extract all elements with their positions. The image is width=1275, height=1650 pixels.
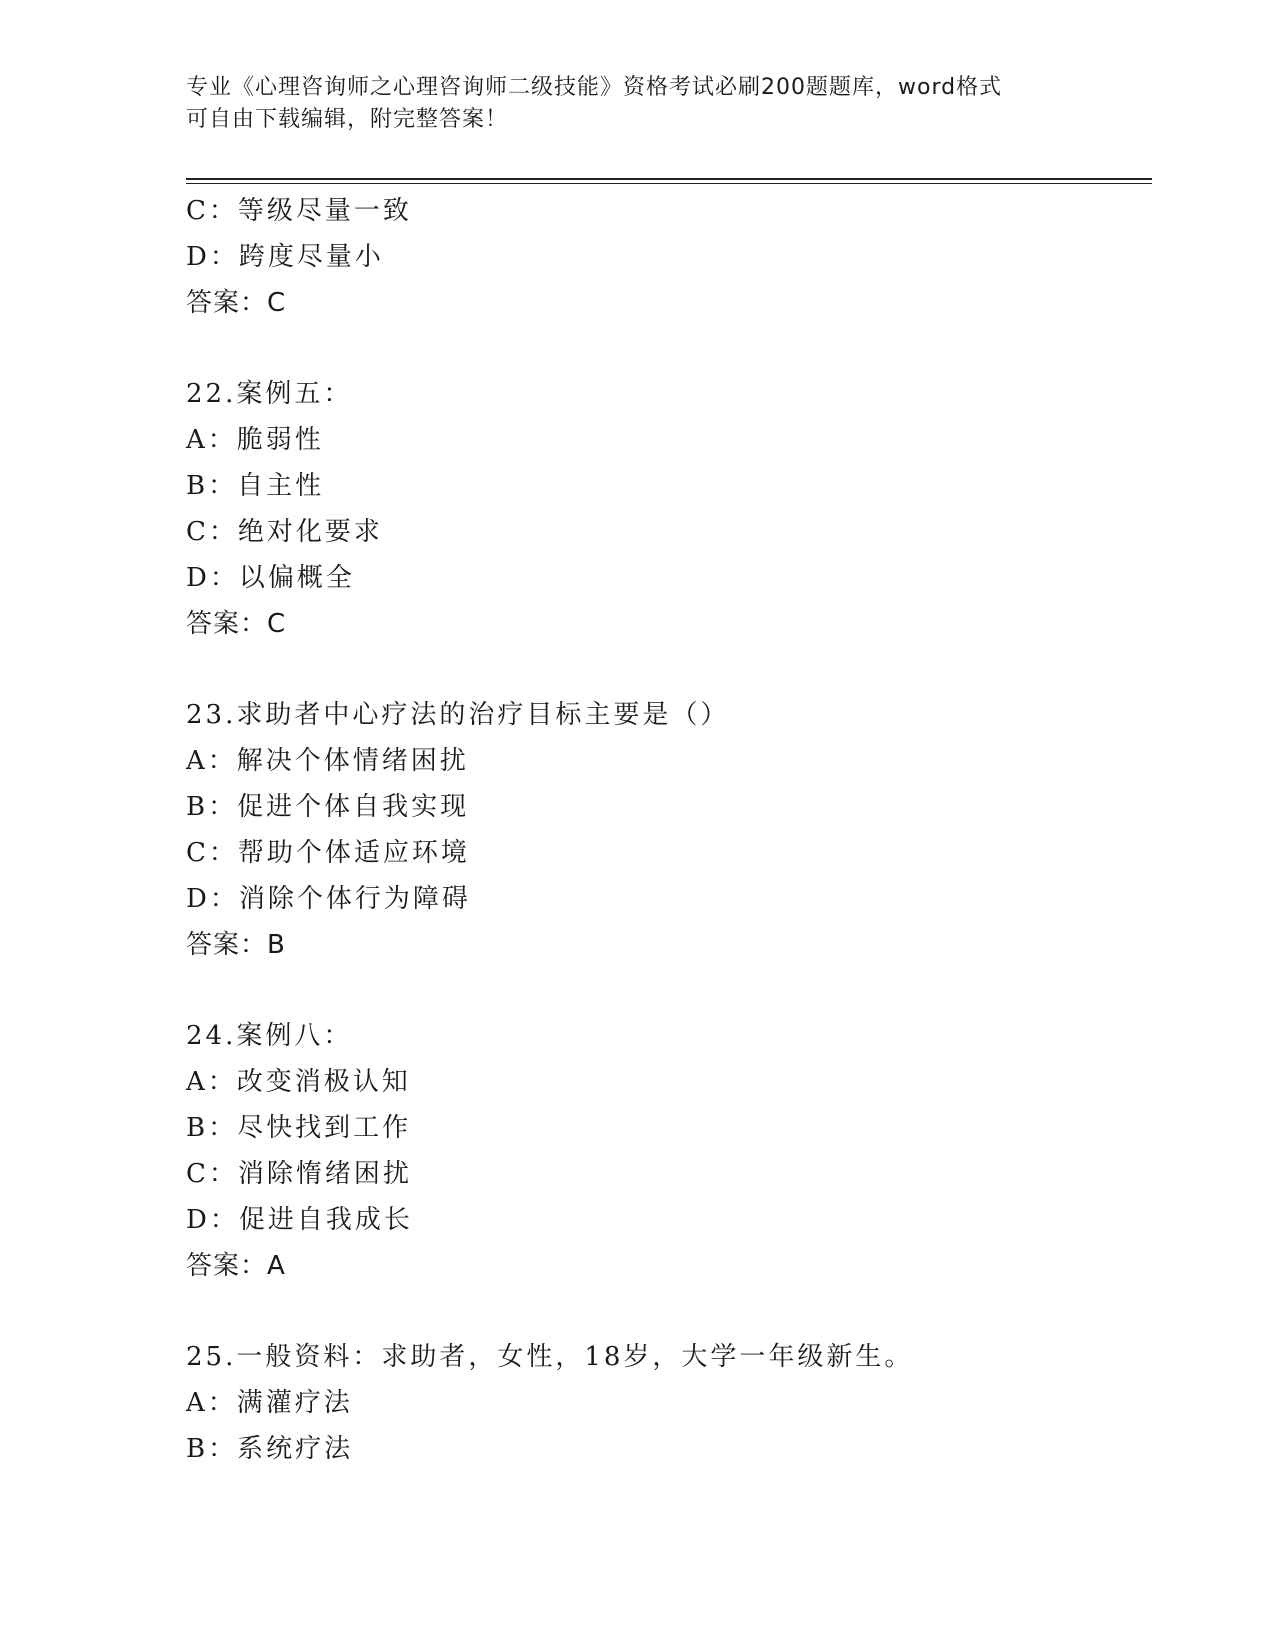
option-a: A：满灌疗法 [186, 1388, 353, 1418]
header-title-line-2: 可自由下载编辑，附完整答案！ [186, 107, 509, 132]
option-b: B：系统疗法 [186, 1434, 354, 1464]
answer-line: 答案：A [186, 1251, 286, 1281]
header-divider-thick [186, 178, 1152, 180]
question-stem: 23.求助者中心疗法的治疗目标主要是（） [186, 700, 730, 730]
question-21-continuation [186, 188, 1152, 326]
question-25 [186, 1334, 1152, 1472]
option-c: C：消除惰绪困扰 [186, 1159, 412, 1189]
question-stem: 25.一般资料：求助者，女性，18岁，大学一年级新生。 [186, 1342, 914, 1372]
option-b: B：尽快找到工作 [186, 1113, 412, 1143]
option-b: B：促进个体自我实现 [186, 792, 470, 822]
document-header [186, 72, 1066, 136]
option-a: A：脆弱性 [186, 425, 324, 455]
option-c: C：绝对化要求 [186, 517, 383, 547]
question-22 [186, 371, 1152, 647]
option-c: C：帮助个体适应环境 [186, 838, 470, 868]
option-d: D：以偏概全 [186, 563, 355, 593]
option-b: B：自主性 [186, 471, 325, 501]
option-d: D：跨度尽量小 [186, 242, 384, 272]
question-stem: 22.案例五： [186, 379, 353, 409]
option-d: D：消除个体行为障碍 [186, 884, 471, 914]
question-list [186, 188, 1152, 1472]
option-d: D：促进自我成长 [186, 1205, 413, 1235]
option-a: A：改变消极认知 [186, 1067, 411, 1097]
header-divider-thin [186, 183, 1152, 184]
answer-line: 答案：B [186, 930, 286, 960]
header-title-line-1: 专业《心理咨询师之心理咨询师二级技能》资格考试必刷200题题库，word格式 [186, 75, 1003, 100]
option-a: A：解决个体情绪困扰 [186, 746, 469, 776]
option-c: C：等级尽量一致 [186, 196, 412, 226]
question-23 [186, 692, 1152, 968]
question-24 [186, 1013, 1152, 1289]
answer-line: 答案：C [186, 609, 287, 639]
question-stem: 24.案例八： [186, 1021, 353, 1051]
answer-line: 答案：C [186, 288, 287, 318]
